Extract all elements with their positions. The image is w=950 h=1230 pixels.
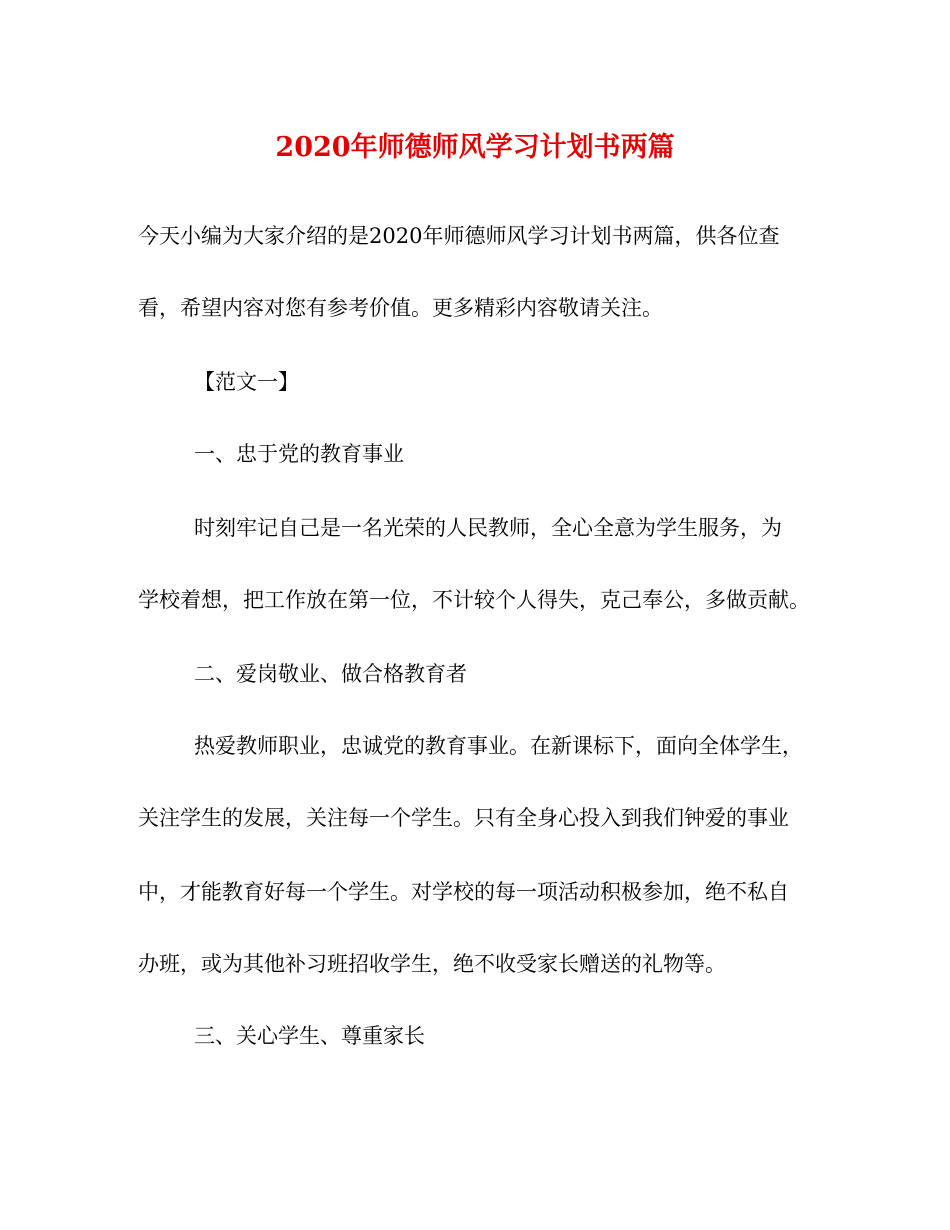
paragraph-2-line-1: 热爱教师职业，忠诚党的教育事业。在新课标下，面向全体学生，: [194, 734, 803, 758]
heading-2: 二、爱岗敬业、做合格教育者: [194, 662, 467, 686]
section-label-sample-1: 【范文一】: [194, 370, 299, 394]
paragraph-1-line-1: 时刻牢记自己是一名光荣的人民教师，全心全意为学生服务，为: [194, 516, 782, 540]
paragraph-2-line-3: 中，才能教育好每一个学生。对学校的每一项活动积极参加，绝不私自: [138, 880, 789, 904]
heading-3: 三、关心学生、尊重家长: [194, 1024, 425, 1048]
document-title: 2020年师德师风学习计划书两篇: [275, 132, 675, 163]
paragraph-2-line-4: 办班，或为其他补习班招收学生，绝不收受家长赠送的礼物等。: [138, 952, 726, 976]
intro-line-1: 今天小编为大家介绍的是2020年师德师风学习计划书两篇，供各位查: [138, 224, 780, 248]
intro-line-2: 看，希望内容对您有参考价值。更多精彩内容敬请关注。: [138, 296, 663, 320]
paragraph-1-line-2: 学校着想，把工作放在第一位，不计较个人得失，克己奉公，多做贡献。: [138, 588, 810, 612]
heading-1: 一、忠于党的教育事业: [194, 442, 404, 466]
paragraph-2-line-2: 关注学生的发展，关注每一个学生。只有全身心投入到我们钟爱的事业: [138, 806, 789, 830]
